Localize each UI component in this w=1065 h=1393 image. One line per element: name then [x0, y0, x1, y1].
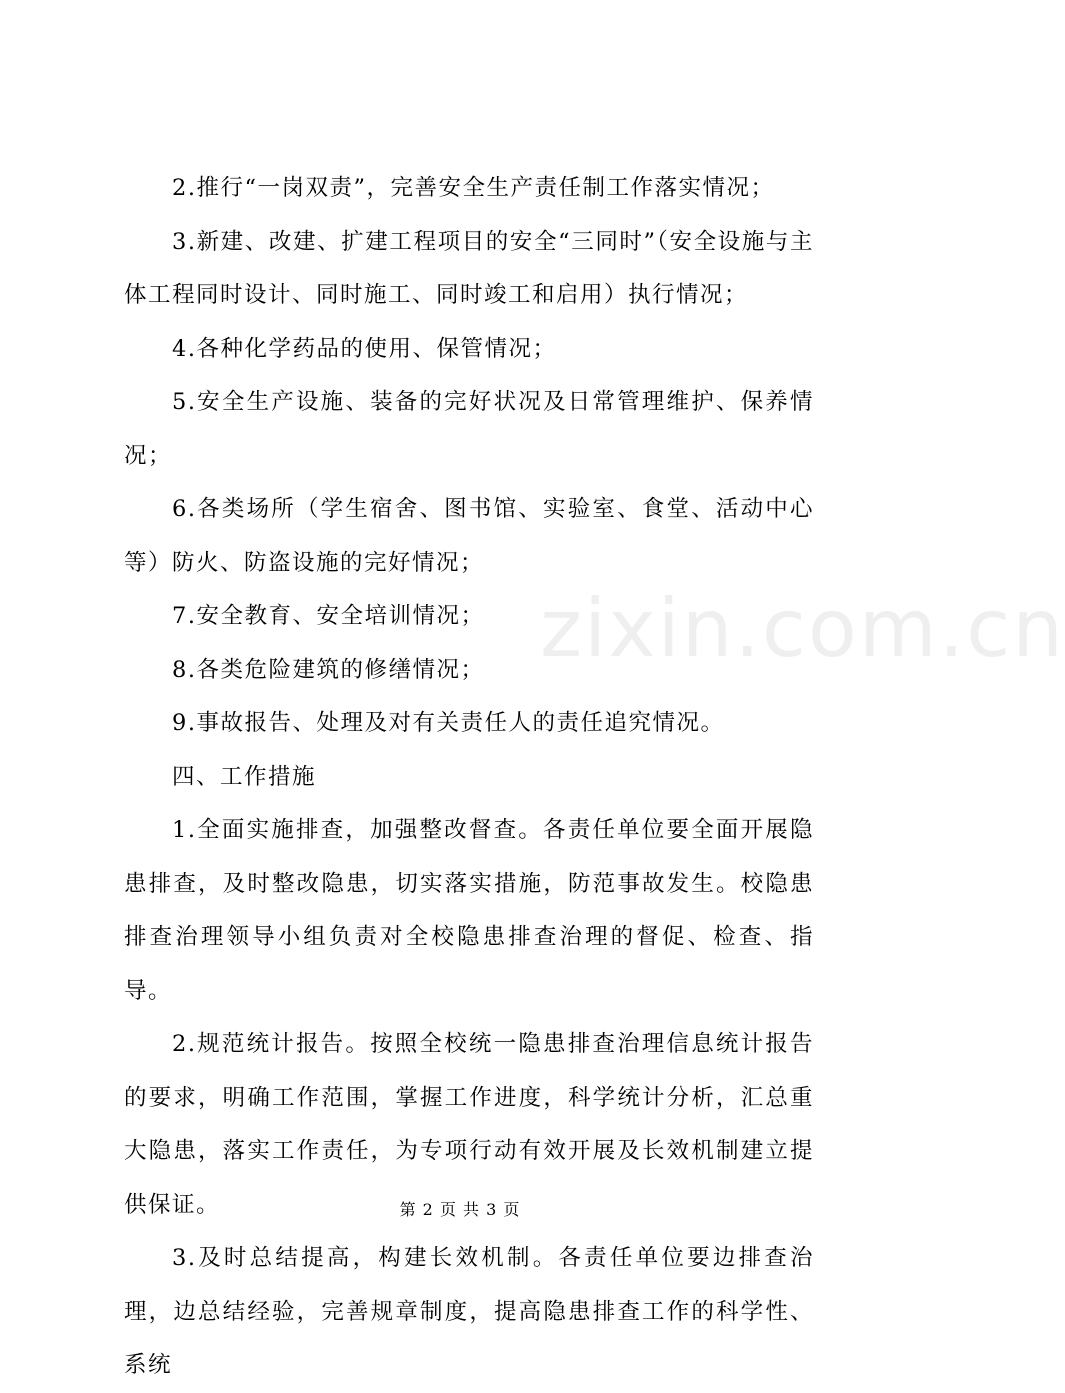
paragraph: 4.各种化学药品的使用、保管情况； [172, 335, 557, 362]
paragraph: 9.事故报告、处理及对有关责任人的责任追究情况。 [172, 710, 725, 736]
paragraph: 3.新建、改建、扩建工程项目的安全“三同时”（安全设施与主体工程同时设计、同时施工、同时竣工和启用）执行情况； [124, 228, 814, 308]
paragraph: 6.各类场所（学生宿舍、图书馆、实验室、食堂、活动中心等）防火、防盗设施的完好情况； [124, 496, 814, 576]
measure-paragraph: 3.及时总结提高，构建长效机制。各责任单位要边排查治理，边总结经验，完善规章制度，提高隐患排查工作的科学性、系统 [124, 1245, 814, 1378]
paragraph: 7.安全教育、安全培训情况； [172, 603, 485, 629]
paragraph: 8.各类危险建筑的修缮情况； [172, 656, 485, 683]
page-number: 第 2 页 共 3 页 [399, 1200, 521, 1219]
measure-paragraph: 2.规范统计报告。按照全校统一隐患排查治理信息统计报告的要求，明确工作范围，掌握工作进度，科学统计分析，汇总重大隐患，落实工作责任，为专项行动有效开展及长效机制建立提供保证。 [124, 1031, 814, 1218]
section-heading: 四、工作措施 [172, 763, 317, 790]
page-footer [0, 1197, 920, 1220]
watermark: zixin.com.cn [540, 582, 1065, 675]
paragraph: 2.推行“一岗双责”，完善安全生产责任制工作落实情况； [172, 175, 775, 201]
paragraph: 5.安全生产设施、装备的完好状况及日常管理维护、保养情况； [124, 389, 814, 469]
measure-paragraph: 1.全面实施排查，加强整改督查。各责任单位要全面开展隐患排查，及时整改隐患，切实落实措施，防范事故发生。校隐患排查治理领导小组负责对全校隐患排查治理的督促、检查、指导。 [124, 817, 814, 1004]
